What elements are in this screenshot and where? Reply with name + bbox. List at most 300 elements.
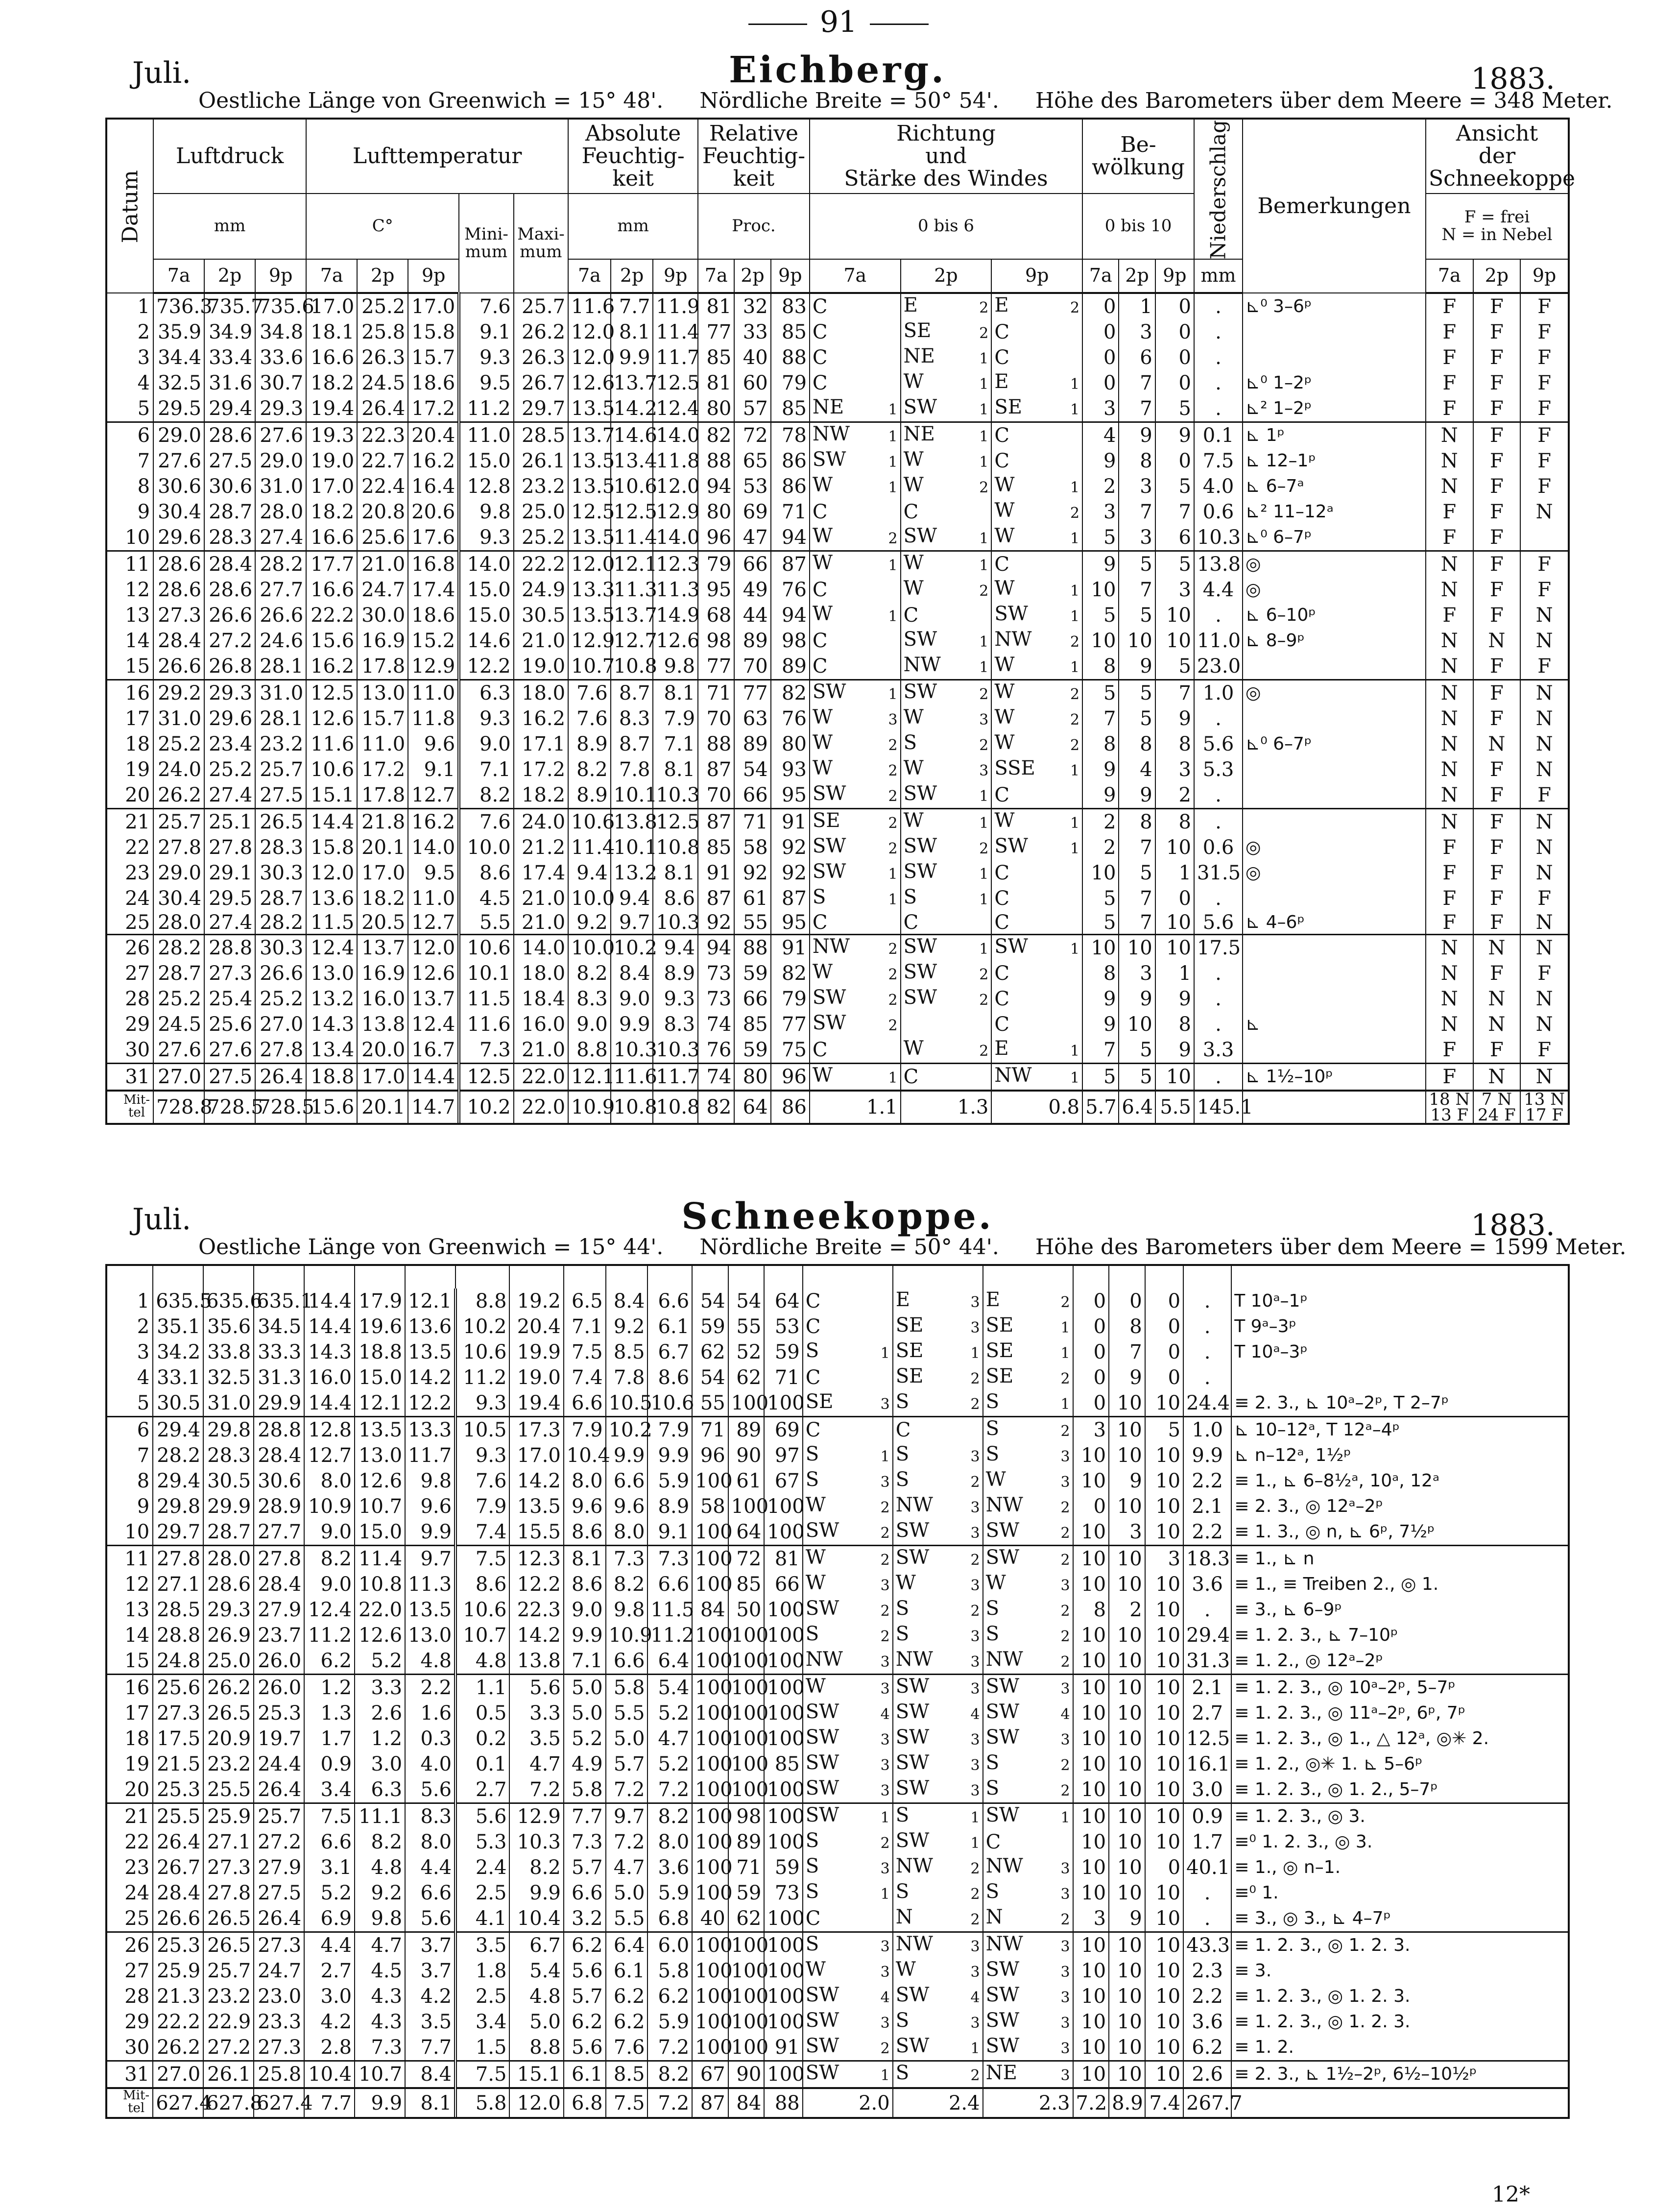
data-cell: 8 <box>1119 809 1155 835</box>
data-cell: 25.2 <box>153 731 204 757</box>
data-cell: SW 1 <box>901 860 992 886</box>
data-cell: 53 <box>764 1314 802 1339</box>
data-cell: 26.2 <box>203 1675 254 1701</box>
data-cell: W 3 <box>983 1468 1073 1494</box>
data-cell: 49 <box>734 577 770 603</box>
data-cell: 20.0 <box>357 1037 408 1064</box>
data-cell: 11.0 <box>1194 628 1243 654</box>
remark-cell: ⊾⁰ 3–6ᵖ <box>1243 293 1426 319</box>
data-cell: 10.5 <box>606 1390 648 1417</box>
data-cell: F <box>1473 654 1521 680</box>
data-cell: N <box>1473 628 1521 654</box>
data-cell: 2 <box>1109 1597 1145 1623</box>
spacer-cell <box>1231 1266 1568 1288</box>
remark-cell <box>1231 1365 1568 1390</box>
data-cell: 3 <box>1082 396 1119 422</box>
mittel-cell <box>1231 2088 1568 2117</box>
mittel-cell: 14.7 <box>408 1091 459 1123</box>
data-cell: 10.2 <box>611 935 653 961</box>
data-cell: N <box>1520 706 1568 731</box>
data-cell: 25.7 <box>514 293 568 319</box>
data-cell: 59 <box>728 1880 765 1906</box>
mittel-label-text: Mit- tel <box>123 2088 150 2115</box>
data-cell: 3 <box>1119 525 1155 551</box>
data-cell: 100 <box>692 1984 728 2009</box>
data-cell: 81 <box>698 370 734 396</box>
data-cell: 18.2 <box>306 499 357 525</box>
mittel-cell: 82 <box>698 1091 734 1123</box>
date-cell: 13 <box>124 1599 150 1621</box>
data-cell: 14.2 <box>509 1468 563 1494</box>
data-cell: S 2 <box>803 1623 893 1648</box>
date-cell: 25 <box>125 911 150 934</box>
data-cell: 10.1 <box>611 782 653 809</box>
data-cell: C <box>991 911 1082 935</box>
data-cell <box>901 1012 992 1037</box>
date-cell: 21 <box>107 809 153 835</box>
data-cell: N <box>1520 731 1568 757</box>
date-cell: 12 <box>125 579 150 602</box>
data-cell: 7.5 <box>304 1803 355 1830</box>
data-cell: 18.8 <box>355 1339 405 1365</box>
data-cell: 27.5 <box>204 448 255 474</box>
data-cell: 40.1 <box>1183 1855 1231 1880</box>
data-cell: 22.3 <box>509 1597 563 1623</box>
spacer-cell <box>153 1266 203 1288</box>
data-cell: 26.6 <box>255 961 306 986</box>
data-cell: 25.6 <box>204 1012 255 1037</box>
data-cell: SW 2 <box>810 782 901 809</box>
data-cell: 28.3 <box>203 1443 254 1468</box>
data-cell: 6.8 <box>647 1906 692 1932</box>
data-cell: 27.4 <box>204 911 255 935</box>
data-cell: 27.5 <box>204 1064 255 1091</box>
data-cell: W 1 <box>991 809 1082 835</box>
data-cell: 84 <box>692 1597 728 1623</box>
data-cell: 96 <box>698 525 734 551</box>
data-cell: 29.4 <box>204 396 255 422</box>
data-cell: 100 <box>764 1984 802 2009</box>
data-cell: F <box>1426 396 1473 422</box>
mittel-cell: 267.7 <box>1183 2088 1231 2117</box>
data-cell: SE 2 <box>810 809 901 835</box>
data-cell: 31.6 <box>204 370 255 396</box>
data-cell: 8.2 <box>606 1572 648 1597</box>
wind-strength: 2 <box>979 479 989 497</box>
data-cell: . <box>1194 961 1243 986</box>
data-cell: 0 <box>1082 293 1119 319</box>
data-cell: 30.5 <box>514 603 568 628</box>
date-cell: 2 <box>137 321 150 344</box>
data-cell: 100 <box>764 1803 802 1830</box>
data-cell: SW 3 <box>803 1777 893 1803</box>
luftdruck-time-t2: 2p <box>204 259 255 293</box>
data-cell: F <box>1426 886 1473 911</box>
date-cell: 25 <box>124 1907 150 1930</box>
data-cell: 28.6 <box>153 551 204 578</box>
date-cell: 15 <box>125 655 150 678</box>
data-cell: 80 <box>771 731 810 757</box>
data-cell: 7 <box>1119 370 1155 396</box>
data-cell: SW 1 <box>991 835 1082 860</box>
data-cell: SW 4 <box>803 1984 893 2009</box>
data-cell: 10 <box>1109 1984 1145 2009</box>
wind-strength: 2 <box>1060 1603 1070 1620</box>
data-cell: C <box>803 1365 893 1390</box>
remark-cell: ≡ 1. 2. 3., ◎ 1., △ 12ᵃ, ◎✳ 2. <box>1231 1726 1568 1751</box>
data-cell: . <box>1183 1880 1231 1906</box>
data-cell: 9.2 <box>355 1880 405 1906</box>
data-cell: 10.8 <box>611 654 653 680</box>
data-cell: 25.9 <box>203 1803 254 1830</box>
remark-cell: ≡ 1. 2., ◎ 12ᵃ–2ᵖ <box>1231 1648 1568 1675</box>
data-cell: 100 <box>692 1751 728 1777</box>
data-cell: 4 <box>1119 757 1155 782</box>
data-cell: SW 1 <box>901 525 992 551</box>
data-cell: 7.9 <box>455 1494 509 1519</box>
data-cell: F <box>1520 345 1568 370</box>
data-cell: 14.0 <box>653 525 698 551</box>
data-cell: 100 <box>692 1880 728 1906</box>
data-cell: 4.8 <box>355 1855 405 1880</box>
data-cell: 17.1 <box>514 731 568 757</box>
data-cell: 25.2 <box>153 986 204 1012</box>
data-cell: 100 <box>764 1906 802 1932</box>
data-cell: 77 <box>698 319 734 345</box>
data-cell: 9 <box>1119 654 1155 680</box>
data-cell: 14.4 <box>408 1064 459 1091</box>
data-cell: 9.0 <box>304 1572 355 1597</box>
data-cell: F <box>1426 1064 1473 1091</box>
data-cell: F <box>1426 860 1473 886</box>
data-cell: W 3 <box>803 1572 893 1597</box>
data-cell: 8.9 <box>568 782 611 809</box>
data-cell: 70 <box>698 706 734 731</box>
data-cell: 9.4 <box>611 886 653 911</box>
data-cell: N <box>1426 731 1473 757</box>
data-cell: 10 <box>1109 2035 1145 2061</box>
wind-strength: 3 <box>970 1964 980 1981</box>
data-cell: 23.2 <box>514 474 568 499</box>
data-cell: . <box>1194 1012 1243 1037</box>
data-cell: E 2 <box>991 293 1082 319</box>
wind-strength: 2 <box>1060 1370 1070 1387</box>
data-cell: 9.9 <box>405 1519 455 1546</box>
data-cell: NW 2 <box>893 1855 983 1880</box>
data-cell: 17.2 <box>357 757 408 782</box>
data-cell: 14.0 <box>459 551 513 578</box>
data-cell: E 1 <box>991 370 1082 396</box>
data-cell: 10 <box>1073 2009 1109 2035</box>
data-cell: 0 <box>1145 1365 1183 1390</box>
wind-strength: 2 <box>888 737 898 754</box>
data-cell: 77 <box>698 654 734 680</box>
data-cell: 59 <box>734 1037 770 1064</box>
wind-strength: 1 <box>888 454 898 471</box>
table-row <box>107 2009 1568 2035</box>
data-cell: 10 <box>1145 2061 1183 2089</box>
data-cell: 10 <box>1155 835 1194 860</box>
wind-time-t9: 9p <box>991 259 1082 293</box>
wind-strength: 1 <box>1060 1319 1070 1337</box>
data-cell: E 1 <box>991 1037 1082 1064</box>
data-cell: 13.5 <box>568 448 611 474</box>
date-cell: 31 <box>107 1064 153 1091</box>
remark-cell: ◎ <box>1243 680 1426 706</box>
data-cell: 8.0 <box>647 1829 692 1855</box>
data-cell: SW 3 <box>803 1726 893 1751</box>
wind-strength: 3 <box>970 1938 980 1955</box>
data-cell: SW 3 <box>983 1984 1073 2009</box>
data-cell: W 3 <box>803 1958 893 1984</box>
data-cell: W 2 <box>991 499 1082 525</box>
data-cell: 23.7 <box>254 1623 304 1648</box>
data-cell: 0 <box>1155 886 1194 911</box>
data-cell: C <box>901 911 992 935</box>
data-cell: 10 <box>1145 1829 1183 1855</box>
wind-strength: 3 <box>970 1653 980 1671</box>
data-cell: N <box>1426 448 1473 474</box>
data-cell: F <box>1473 886 1521 911</box>
data-cell: 5.0 <box>564 1675 606 1701</box>
data-cell: 27.5 <box>254 1880 304 1906</box>
data-cell: 10 <box>1145 1675 1183 1701</box>
data-cell: NW 3 <box>803 1648 893 1675</box>
station-coords <box>198 88 1642 113</box>
data-cell: 4.8 <box>455 1648 509 1675</box>
data-cell: 100 <box>728 1726 765 1751</box>
date-cell: 17 <box>124 1702 150 1725</box>
table-row <box>107 474 1568 499</box>
data-cell: 13.7 <box>357 935 408 961</box>
data-cell: 7.6 <box>459 809 513 835</box>
data-cell: SW 1 <box>901 628 992 654</box>
data-cell: 8.5 <box>606 2061 648 2089</box>
data-cell: 12.0 <box>568 551 611 578</box>
data-cell: 18.0 <box>514 961 568 986</box>
data-cell: C <box>991 422 1082 449</box>
data-cell: 6.6 <box>606 1648 648 1675</box>
data-cell: 76 <box>771 577 810 603</box>
data-cell: 8.7 <box>611 731 653 757</box>
data-cell: 10.0 <box>568 935 611 961</box>
data-cell: 5.6 <box>405 1777 455 1803</box>
data-cell: 27.3 <box>254 2035 304 2061</box>
data-cell: 4.9 <box>564 1751 606 1777</box>
table-row <box>107 1777 1568 1803</box>
data-cell: 30.6 <box>153 474 204 499</box>
data-cell: 59 <box>692 1314 728 1339</box>
data-cell: 5 <box>1082 911 1119 935</box>
mittel-cell: 2.0 <box>803 2088 893 2117</box>
data-cell: 27.6 <box>153 1037 204 1064</box>
data-cell: S 2 <box>983 1597 1073 1623</box>
data-cell: 8.4 <box>606 1288 648 1314</box>
luftdruck-header: Luftdruck <box>153 120 306 194</box>
data-cell: 12.5 <box>1183 1726 1231 1751</box>
wind-strength: 1 <box>1070 815 1080 832</box>
data-cell: SW 2 <box>901 986 992 1012</box>
data-cell: 79 <box>771 986 810 1012</box>
date-cell: 6 <box>107 422 153 449</box>
data-cell: 4.2 <box>405 1984 455 2009</box>
longitude: Oestliche Länge von Greenwich = 15° 44'. <box>198 1235 664 1260</box>
data-cell: N <box>1520 757 1568 782</box>
mittel-label-text: Mit- tel <box>123 1092 150 1120</box>
data-cell: 10 <box>1109 1623 1145 1648</box>
data-cell: 29.4 <box>1183 1623 1231 1648</box>
data-cell: N <box>1426 628 1473 654</box>
remark-cell: ≡ 1. 2. 3., ◎ 1. 2. 3. <box>1231 1932 1568 1959</box>
data-cell: NW 1 <box>810 422 901 449</box>
data-cell: F <box>1426 499 1473 525</box>
data-cell: 28.7 <box>203 1519 254 1546</box>
wind-strength: 2 <box>1070 633 1080 651</box>
data-cell: 635.1 <box>254 1288 304 1314</box>
data-cell: 5.3 <box>1194 757 1243 782</box>
data-cell: N <box>1520 1064 1568 1091</box>
data-cell: SW 2 <box>893 1546 983 1572</box>
luftdruck-time-t9: 9p <box>255 259 306 293</box>
data-cell: 3 <box>1155 577 1194 603</box>
data-cell: 11.2 <box>304 1623 355 1648</box>
data-cell: 25.1 <box>204 809 255 835</box>
data-cell: 10 <box>1073 1675 1109 1701</box>
data-cell: N <box>1426 551 1473 578</box>
wind-strength: 1 <box>880 1809 890 1826</box>
data-cell: 2 <box>1082 474 1119 499</box>
data-cell: 9.8 <box>405 1468 455 1494</box>
rel-time-t2: 2p <box>734 259 770 293</box>
data-cell: 10.6 <box>568 809 611 835</box>
data-cell: F <box>1473 757 1521 782</box>
data-cell: 5.7 <box>564 1855 606 1880</box>
data-cell: 10 <box>1073 1546 1109 1572</box>
data-cell: 8.9 <box>653 961 698 986</box>
data-cell: 10 <box>1145 1390 1183 1417</box>
data-cell: N <box>1426 809 1473 835</box>
data-cell: 100 <box>728 1932 765 1959</box>
data-cell: 10 <box>1145 1984 1183 2009</box>
bew-time-t7: 7a <box>1082 259 1119 293</box>
data-cell: S 3 <box>893 1443 983 1468</box>
data-cell: 100 <box>764 2061 802 2089</box>
data-cell: 9.6 <box>405 1494 455 1519</box>
data-cell: E 3 <box>893 1288 983 1314</box>
data-cell: C <box>810 345 901 370</box>
data-cell: 8.9 <box>647 1494 692 1519</box>
data-cell: 13.8 <box>509 1648 563 1675</box>
data-cell: 8 <box>1155 1012 1194 1037</box>
spacer-cell <box>304 1266 355 1288</box>
data-cell: 53 <box>734 474 770 499</box>
date-cell: 15 <box>124 1650 150 1672</box>
table-row <box>107 499 1568 525</box>
data-cell: 54 <box>692 1365 728 1390</box>
data-cell: 34.8 <box>255 319 306 345</box>
nieder-header: Niederschlag <box>1194 120 1243 259</box>
data-cell: 77 <box>771 1012 810 1037</box>
wind-strength: 1 <box>979 350 989 368</box>
data-cell: 4.2 <box>304 2009 355 2035</box>
data-cell: 17.5 <box>1194 935 1243 961</box>
data-cell: 76 <box>771 706 810 731</box>
mittel-cell: 12.0 <box>509 2088 563 2117</box>
table-row <box>107 628 1568 654</box>
date-cell: 27 <box>125 962 150 985</box>
data-cell: 0.2 <box>455 1726 509 1751</box>
table-row <box>107 2061 1568 2089</box>
data-cell: 13.3 <box>568 577 611 603</box>
data-cell: NE 3 <box>983 2061 1073 2089</box>
data-cell: 10 <box>1073 1932 1109 1959</box>
data-cell: 4.3 <box>355 1984 405 2009</box>
data-cell: F <box>1520 448 1568 474</box>
data-cell: 8.6 <box>564 1572 606 1597</box>
data-cell: 15.0 <box>355 1365 405 1390</box>
data-cell: 9.0 <box>459 731 513 757</box>
data-cell: 69 <box>734 499 770 525</box>
table-row <box>107 551 1568 578</box>
data-cell: 1.5 <box>455 2035 509 2061</box>
data-cell: S 1 <box>893 1803 983 1830</box>
data-cell: SW 3 <box>983 2035 1073 2061</box>
data-cell: 90 <box>728 1443 765 1468</box>
data-cell: F <box>1473 860 1521 886</box>
data-cell: 85 <box>771 319 810 345</box>
page-number: 91 <box>0 5 1677 39</box>
mittel-cell: 5.8 <box>455 2088 509 2117</box>
data-cell: 18.2 <box>514 782 568 809</box>
data-cell: 11.0 <box>408 886 459 911</box>
date-cell: 3 <box>137 346 150 369</box>
data-cell: 25.3 <box>153 1777 203 1803</box>
mittel-cell: 0.8 <box>991 1091 1082 1123</box>
data-cell: 26.5 <box>203 1701 254 1726</box>
wind-strength: 2 <box>1070 505 1080 522</box>
wind-strength: 3 <box>880 2015 890 2032</box>
data-cell: 0 <box>1082 370 1119 396</box>
data-cell: 12.6 <box>355 1623 405 1648</box>
data-cell: SW 2 <box>803 1597 893 1623</box>
data-cell: 100 <box>764 1701 802 1726</box>
data-cell: 50 <box>728 1597 765 1623</box>
data-cell: 9.9 <box>611 1012 653 1037</box>
data-cell: F <box>1473 525 1521 551</box>
remark-cell: ⊾ 1½–10ᵖ <box>1243 1064 1426 1091</box>
data-cell: 4.7 <box>606 1855 648 1880</box>
data-cell: 8.2 <box>647 2061 692 2089</box>
ansicht-time-t9: 9p <box>1520 259 1568 293</box>
data-cell: 22.9 <box>203 2009 254 2035</box>
data-cell: 10 <box>1073 1777 1109 1803</box>
data-cell: W 3 <box>901 706 992 731</box>
data-cell: 8.2 <box>647 1803 692 1830</box>
mittel-cell: 10.2 <box>459 1091 513 1123</box>
data-cell: 10 <box>1109 1572 1145 1597</box>
data-cell: C <box>810 628 901 654</box>
remark-cell <box>1243 757 1426 782</box>
data-cell: 25.7 <box>153 809 204 835</box>
data-cell: 31.0 <box>255 680 306 706</box>
mittel-cell: 7.2 <box>647 2088 692 2117</box>
data-cell: 30.4 <box>153 499 204 525</box>
data-cell: 80 <box>698 396 734 422</box>
data-cell: 10 <box>1145 1803 1183 1830</box>
data-cell: 9 <box>1082 986 1119 1012</box>
data-cell: 17.0 <box>509 1443 563 1468</box>
data-cell: 10 <box>1145 1777 1183 1803</box>
